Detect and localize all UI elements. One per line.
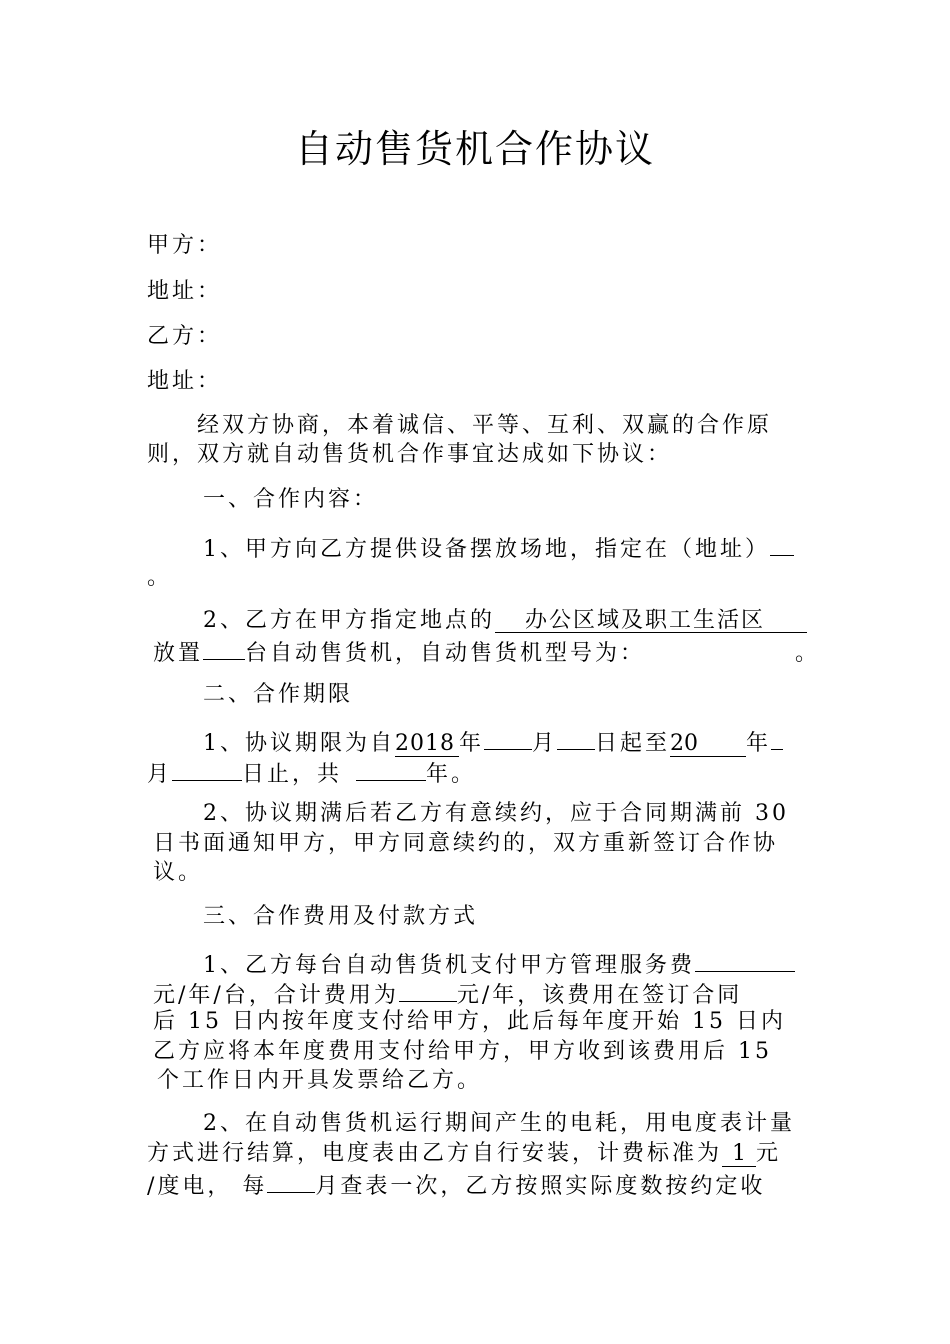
section-3-item-1-line-2	[153, 977, 742, 1011]
total-fee-blank	[399, 977, 457, 1002]
section-1-item-2-end: 。	[795, 641, 821, 666]
party-a-address-label: 地址：	[147, 279, 223, 304]
term-end-month-char: 月	[147, 762, 173, 787]
total-years-blank	[356, 756, 426, 781]
section-3-item-1-line-3: 后 15 日内按年度支付给甲方，此后每年度开始 15 日内	[153, 1009, 786, 1034]
section-1-item-2-line-1	[147, 606, 807, 636]
section-1-heading: 一、合作内容：	[203, 487, 379, 512]
section-2-heading: 二、合作期限	[203, 682, 354, 707]
intro-line-2: 则，双方就自动售货机合作事宜达成如下协议：	[147, 442, 673, 467]
term-end-year-char: 年	[746, 731, 772, 756]
meter-interval-blank	[267, 1168, 315, 1193]
machine-count-blank	[203, 635, 245, 660]
term-text-h: 年。	[426, 762, 477, 787]
section-3-item-1-line-4: 乙方应将本年度费用支付给甲方，甲方收到该费用后 15	[153, 1039, 772, 1064]
location-field: 办公区域及职工生活区	[495, 609, 807, 633]
start-day-blank	[557, 725, 595, 750]
power-text-3a: /度电， 每	[147, 1174, 268, 1199]
rate-field: 1	[722, 1142, 756, 1167]
section-3-item-1-line-1	[147, 947, 795, 981]
start-year-field: 2018	[395, 732, 459, 757]
term-text-a: 1、协议期限为自	[203, 731, 395, 756]
section-1-item-1-text: 1、甲方向乙方提供设备摆放场地，指定在（地址）	[203, 537, 770, 562]
intro-line-1: 经双方协商，本着诚信、平等、互利、双赢的合作原	[197, 413, 773, 438]
term-year-char: 年	[459, 731, 485, 756]
fee-text-1: 1、乙方每台自动售货机支付甲方管理服务费	[203, 953, 695, 978]
power-text-2a: 方式进行结算，电度表由乙方自行安装，计费标准为	[147, 1141, 723, 1166]
section-2-item-2-line-1: 2、协议期满后若乙方有意续约，应于合同期满前 30	[203, 801, 789, 826]
section-2-item-1-line-2	[147, 756, 476, 790]
section-3-item-2-line-3	[147, 1168, 765, 1202]
document-title: 自动售货机合作协议	[294, 127, 655, 171]
fee-text-2b: 元/年，该费用在签订合同	[456, 983, 743, 1008]
end-year-tail-blank	[771, 725, 783, 750]
section-1-item-1-end: 。	[147, 565, 173, 590]
fee-per-machine-blank	[695, 947, 795, 972]
section-1-item-1	[147, 531, 794, 565]
section-1-item-2-place: 放置	[153, 641, 204, 666]
end-year-field: 20	[670, 732, 746, 757]
fee-text-2a: 元/年/台，合计费用为	[153, 983, 399, 1008]
section-2-item-1-line-1	[147, 725, 783, 759]
section-1-item-2-pre: 2、乙方在甲方指定地点的	[203, 608, 495, 633]
section-1-item-2-mid: 台自动售货机，自动售货机型号为：	[245, 641, 646, 666]
power-text-2b: 元	[756, 1141, 782, 1166]
section-2-item-2-line-3: 议。	[153, 860, 204, 885]
party-b-address-label: 地址：	[147, 369, 223, 394]
term-month-char: 月	[532, 731, 558, 756]
end-month-blank	[172, 756, 242, 781]
party-b-label: 乙方：	[147, 324, 223, 349]
section-3-item-1-line-5: 个工作日内开具发票给乙方。	[157, 1068, 483, 1093]
term-text-g: 日止，共	[242, 762, 343, 787]
party-a-label: 甲方：	[147, 233, 223, 258]
section-3-item-2-line-2	[147, 1139, 781, 1169]
address-blank	[770, 531, 794, 556]
section-3-item-2-line-1: 2、在自动售货机运行期间产生的电耗，用电度表计量	[203, 1111, 795, 1136]
start-month-blank	[484, 725, 532, 750]
section-3-heading: 三、合作费用及付款方式	[203, 904, 479, 929]
term-text-d: 日起至	[595, 731, 671, 756]
section-1-item-2-line-2	[153, 635, 820, 669]
power-text-3b: 月查表一次，乙方按照实际度数按约定收	[315, 1174, 766, 1199]
section-2-item-2-line-2: 日书面通知甲方，甲方同意续约的，双方重新签订合作协	[153, 831, 779, 856]
